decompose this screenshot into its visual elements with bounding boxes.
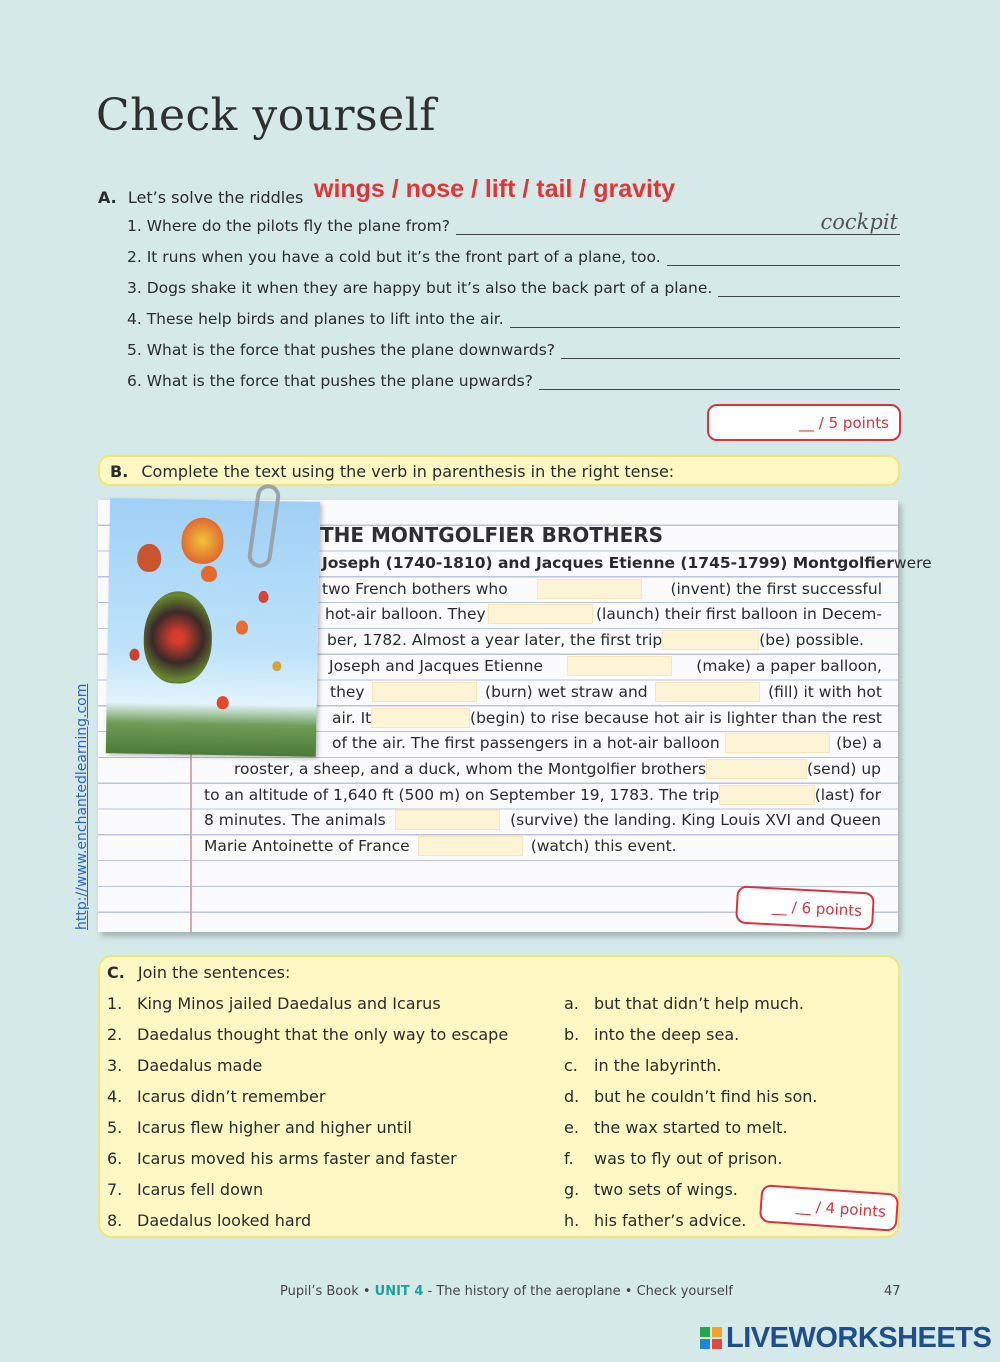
- riddle-question: 1. Where do the pilots fly the plane from?: [127, 217, 450, 235]
- balloon-photo: [106, 498, 320, 757]
- riddle-row: [127, 335, 900, 359]
- section-c-points: __ / 4 points: [759, 1184, 899, 1232]
- story-line: 8 minutes. The animals (survive) the landing. King Louis XVI and Queen: [204, 811, 881, 830]
- story-line: they (burn) wet straw and (fill) it with hot: [330, 682, 882, 701]
- blank-input[interactable]: [418, 836, 523, 856]
- blank-input[interactable]: [372, 682, 477, 702]
- riddle-row: [127, 211, 900, 235]
- answer-field[interactable]: [718, 280, 900, 297]
- blank-input[interactable]: [488, 604, 593, 624]
- story-title: THE MONTGOLFIER BROTHERS: [320, 523, 664, 547]
- story-line: Joseph (1740-1810) and Jacques Etienne (1745-1799) Montgolfier were: [322, 553, 932, 572]
- page-title: Check yourself: [96, 90, 437, 141]
- riddle-question: 3. Dogs shake it when they are happy but it’s also the back part of a plane.: [127, 279, 713, 297]
- riddle-row: [127, 366, 900, 390]
- liveworksheets-icon: [700, 1327, 722, 1349]
- blank-input[interactable]: [662, 630, 759, 650]
- story-line: hot-air balloon. They (launch) their first balloon in Decem-: [325, 605, 882, 624]
- section-b-header: [98, 455, 900, 486]
- section-c-letter: C.: [107, 963, 125, 982]
- section-b-instruction: Complete the text using the verb in parenthesis in the right tense:: [141, 462, 675, 481]
- section-c-header: [107, 963, 290, 982]
- riddle-row: [127, 304, 900, 328]
- blank-input[interactable]: [395, 810, 500, 830]
- story-line: ber, 1782. Almost a year later, the first trip (be) possible.: [327, 631, 864, 650]
- blank-input[interactable]: [706, 759, 807, 779]
- blank-input[interactable]: [567, 656, 672, 676]
- story-line: air. It (begin) to rise because hot air is lighter than the rest: [332, 708, 882, 727]
- riddle-question: 5. What is the force that pushes the plane downwards?: [127, 341, 556, 359]
- riddle-row: [127, 273, 900, 297]
- story-line: of the air. The first passengers in a hot-air balloon (be) a: [332, 734, 882, 753]
- section-a-points: __ / 5 points: [707, 404, 901, 441]
- section-b-points: __ / 6 points: [735, 885, 875, 930]
- riddle-question: 2. It runs when you have a cold but it’s the front part of a plane, too.: [127, 248, 661, 266]
- page-number: 47: [884, 1284, 901, 1299]
- story-line: to an altitude of 1,640 ft (500 m) on September 19, 1783. The trip (last) for: [204, 785, 881, 804]
- story-text-bottom: [204, 756, 881, 859]
- riddle-question: 6. What is the force that pushes the plane upwards?: [127, 372, 533, 390]
- blank-input[interactable]: [655, 682, 760, 702]
- story-text-top: [322, 550, 932, 756]
- section-c-instruction: Join the sentences:: [137, 963, 291, 982]
- answer-field[interactable]: [456, 210, 900, 235]
- source-link[interactable]: http://www.enchantedlearning.com: [74, 683, 90, 930]
- paper-margin-line: [190, 750, 192, 932]
- liveworksheets-logo: LIVEWORKSHEETS: [700, 1322, 991, 1355]
- word-bank: wings / nose / lift / tail / gravity: [314, 175, 676, 203]
- blank-input[interactable]: [725, 733, 830, 753]
- section-b-letter: B.: [110, 462, 129, 481]
- riddle-row: [127, 242, 900, 266]
- story-line: Marie Antoinette of France (watch) this event.: [204, 837, 677, 856]
- blank-input[interactable]: [719, 785, 815, 805]
- story-line: rooster, a sheep, and a duck, whom the Montgolfier brothers (send) up: [234, 759, 881, 778]
- blank-input[interactable]: [371, 708, 470, 728]
- riddle-question: 4. These help birds and planes to lift into the air.: [127, 310, 504, 328]
- section-a-header: [98, 188, 303, 207]
- story-line: two French bothers who (invent) the first successful: [322, 579, 882, 598]
- blank-input[interactable]: [537, 579, 642, 599]
- section-a-letter: A.: [98, 188, 117, 207]
- page-footer: Pupil’s Book • UNIT 4 - The history of the aeroplane • Check yourself: [280, 1284, 733, 1299]
- answer-text: cockpit: [820, 210, 898, 234]
- story-line: Joseph and Jacques Etienne (make) a paper balloon,: [329, 657, 882, 676]
- answer-field[interactable]: [510, 311, 900, 328]
- answer-field[interactable]: [561, 342, 900, 359]
- section-a-instruction: Let’s solve the riddles: [127, 188, 304, 207]
- answer-field[interactable]: [667, 249, 900, 266]
- answer-field[interactable]: [539, 373, 900, 390]
